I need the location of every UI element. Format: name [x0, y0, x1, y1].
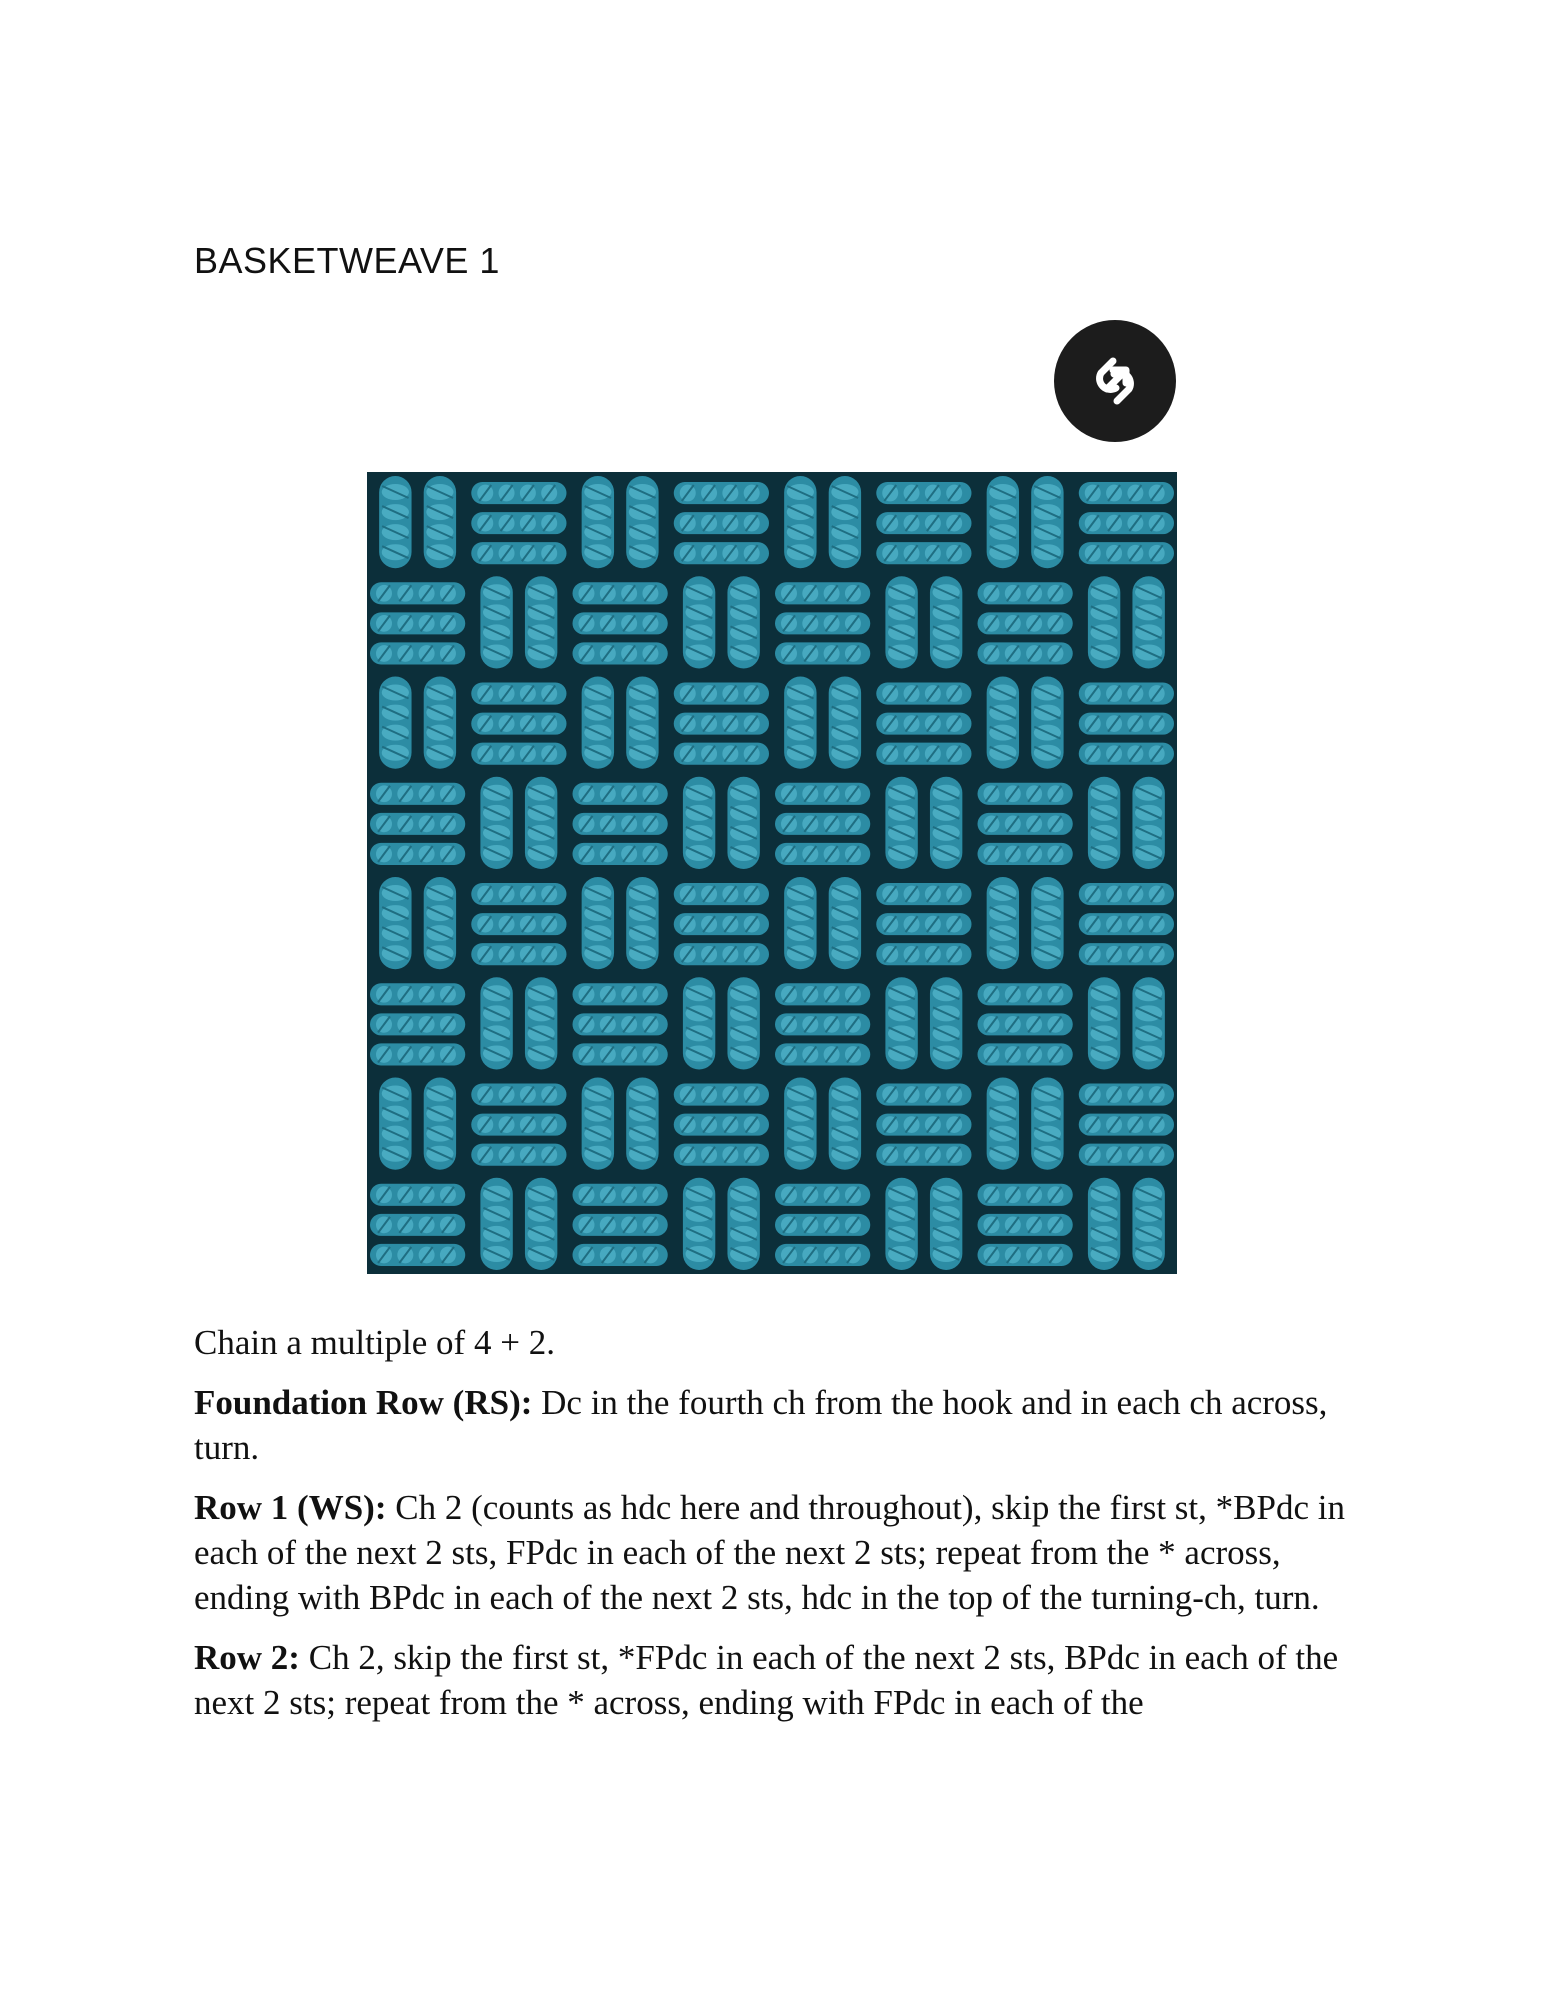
link-arrow-glyph	[1073, 339, 1157, 423]
instruction-paragraph	[194, 1380, 1374, 1470]
row-text: Ch 2 (counts as hdc here and throughout), skip the first st, *BPdc in each of the next 2 sts, FPdc in each of the next 2 sts; repeat from the * across, ending with BPdc in each of the next 2 sts, hdc in the top of the turning-ch, turn.	[194, 1488, 1345, 1617]
row-label: Foundation Row (RS):	[194, 1383, 533, 1422]
page-title: BASKETWEAVE 1	[194, 240, 500, 281]
instruction-paragraph	[194, 1635, 1374, 1725]
basketweave-swatch-graphic	[367, 472, 1177, 1274]
link-arrow-icon[interactable]	[1054, 320, 1176, 442]
instruction-paragraph	[194, 1320, 1374, 1365]
pattern-instructions	[194, 1320, 1374, 1740]
row-label: Row 1 (WS):	[194, 1488, 387, 1527]
row-text: Dc in the fourth ch from the hook and in each ch across, turn.	[194, 1383, 1328, 1467]
row-label: Row 2:	[194, 1638, 300, 1677]
row-text: Chain a multiple of 4 + 2.	[194, 1323, 555, 1362]
row-text: Ch 2, skip the first st, *FPdc in each of the next 2 sts, BPdc in each of the next 2 sts; repeat from the * across, ending with FPdc in each of the	[194, 1638, 1339, 1722]
basketweave-stitch-photo	[367, 472, 1177, 1274]
instruction-paragraph	[194, 1485, 1374, 1620]
